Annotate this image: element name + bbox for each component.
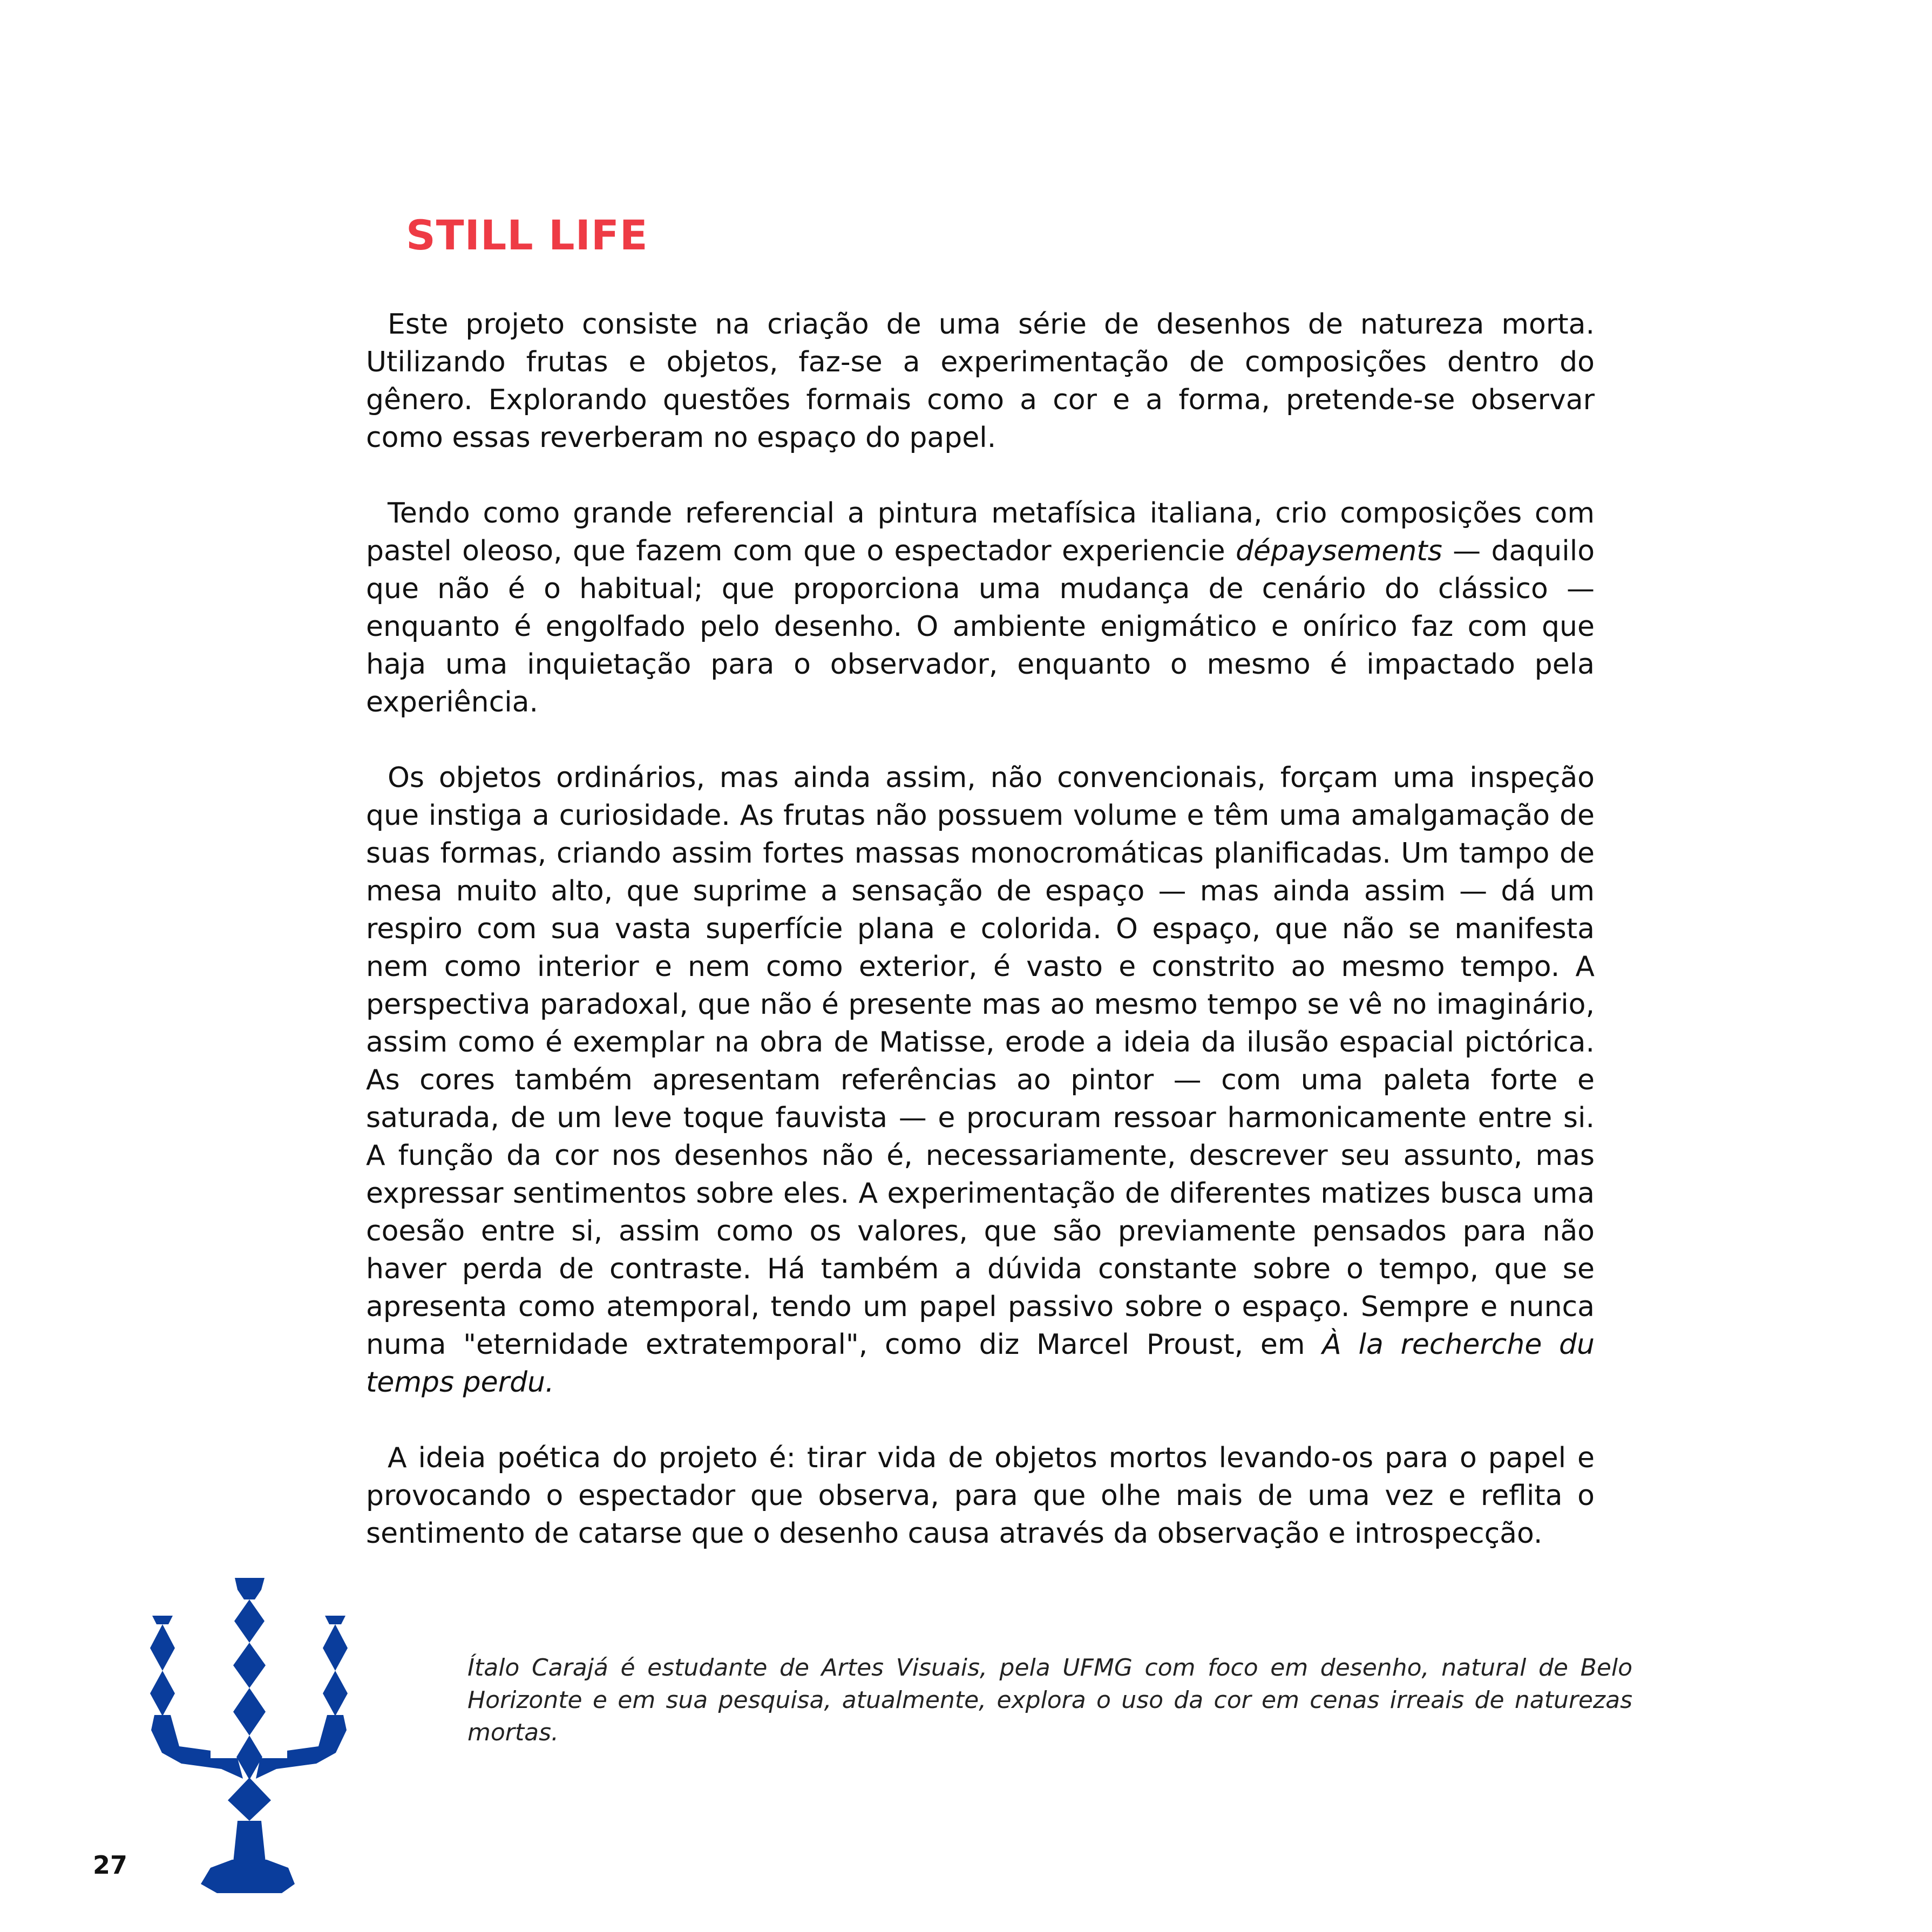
- paragraph-2: [366, 494, 1595, 721]
- candelabrum-right-diamond-1: [323, 1624, 348, 1671]
- candelabrum-center-diamond-1: [234, 1599, 265, 1643]
- article-body: [366, 306, 1595, 1590]
- candelabrum-base: [201, 1860, 295, 1893]
- candelabrum-icon: [130, 1568, 367, 1903]
- paragraph-2-text-before: Tendo como grande referencial a pintura metafísica italiana, crio composições com pastel oleoso, que fazem com que o espectador experiencie: [366, 497, 1595, 567]
- candelabrum-right-elbow: [256, 1715, 347, 1779]
- candelabrum-knot: [228, 1778, 271, 1821]
- page-title: STILL LIFE: [406, 211, 648, 259]
- candelabrum-left-diamond-1: [150, 1624, 175, 1671]
- paragraph-4-text: A ideia poética do projeto é: tirar vida de objetos mortos levando-os para o papel e provocando o espectador que observa, para que olhe mais de uma vez e reflita o sentimento de catarse que o desenho causa através da observação e introspecção.: [366, 1442, 1595, 1550]
- paragraph-1: [366, 306, 1595, 457]
- paragraph-2-italic-term: dépaysements: [1235, 535, 1442, 567]
- paragraph-3-text: Os objetos ordinários, mas ainda assim, não convencionais, forçam uma inspeção que instiga a curiosidade. As frutas não possuem volume e têm uma amalgamação de suas formas, criando assim fortes massas monocromáticas planificadas. Um tampo de mesa muito alto, que suprime a sensação de espaço — mas ainda assim — dá um respiro com sua vasta superfície plana e colorida. O espaço, que não se manifesta nem como interior e nem como exterior, é vasto e constrito ao mesmo tempo. A perspectiva paradoxal, que não é presente mas ao mesmo tempo se vê no imaginário, assim como é exemplar na obra de Matisse, erode a ideia da ilusão espacial pictórica. As cores também apresentam referências ao pintor — com uma paleta forte e saturada, de um leve toque fauvista — e procuram ressoar harmonicamente entre si. A função da cor nos desenhos não é, necessariamente, descrever seu assunto, mas expressar sentimentos sobre eles. A experimentação de diferentes matizes busca uma coesão entre si, assim como os valores, que são previamente pensados para não haver perda de contraste. Há também a dúvida constante sobre o tempo, que se apresenta como atemporal, tendo um papel passivo sobre o espaço. Sempre e nunca numa "eternidade extratemporal", como diz Marcel Proust, em: [366, 762, 1595, 1361]
- candelabrum-left-diamond-2: [150, 1671, 175, 1716]
- candelabrum-left-elbow: [151, 1715, 243, 1779]
- candelabrum-center-diamond-3: [233, 1688, 266, 1736]
- author-bio: Ítalo Carajá é estudante de Artes Visuais, pela UFMG com foco em desenho, natural de Belo Horizonte e em sua pesquisa, atualmente, explora o uso da cor em cenas irreais de naturezas mortas.: [467, 1654, 1632, 1746]
- candelabrum-right-diamond-2: [323, 1671, 348, 1716]
- candelabrum-stem: [233, 1821, 266, 1862]
- paragraph-3: [366, 759, 1595, 1401]
- paragraph-1-text: Este projeto consiste na criação de uma série de desenhos de natureza morta. Utilizando frutas e objetos, faz-se a experimentação de composições dentro do gênero. Explorando questões formais como a cor e a forma, pretende-se observar como essas reverberam no espaço do papel.: [366, 308, 1595, 454]
- candelabrum-center-diamond-2: [233, 1643, 266, 1688]
- candelabrum-center-top: [235, 1578, 265, 1599]
- candelabrum-right-top: [325, 1616, 345, 1624]
- paragraph-2-text-after: — daquilo que não é o habitual; que proporciona uma mudança de cenário do clássico — enquanto é engolfado pelo desenho. O ambiente enigmático e onírico faz com que haja uma inquietação para o observador, enquanto o mesmo é impactado pela experiência.: [366, 535, 1595, 718]
- paragraph-3-italic-title: À la recherche du temps perdu.: [366, 1328, 1595, 1399]
- paragraph-4: [366, 1439, 1595, 1553]
- candelabrum-left-top: [152, 1616, 173, 1624]
- page-number: 27: [93, 1850, 128, 1880]
